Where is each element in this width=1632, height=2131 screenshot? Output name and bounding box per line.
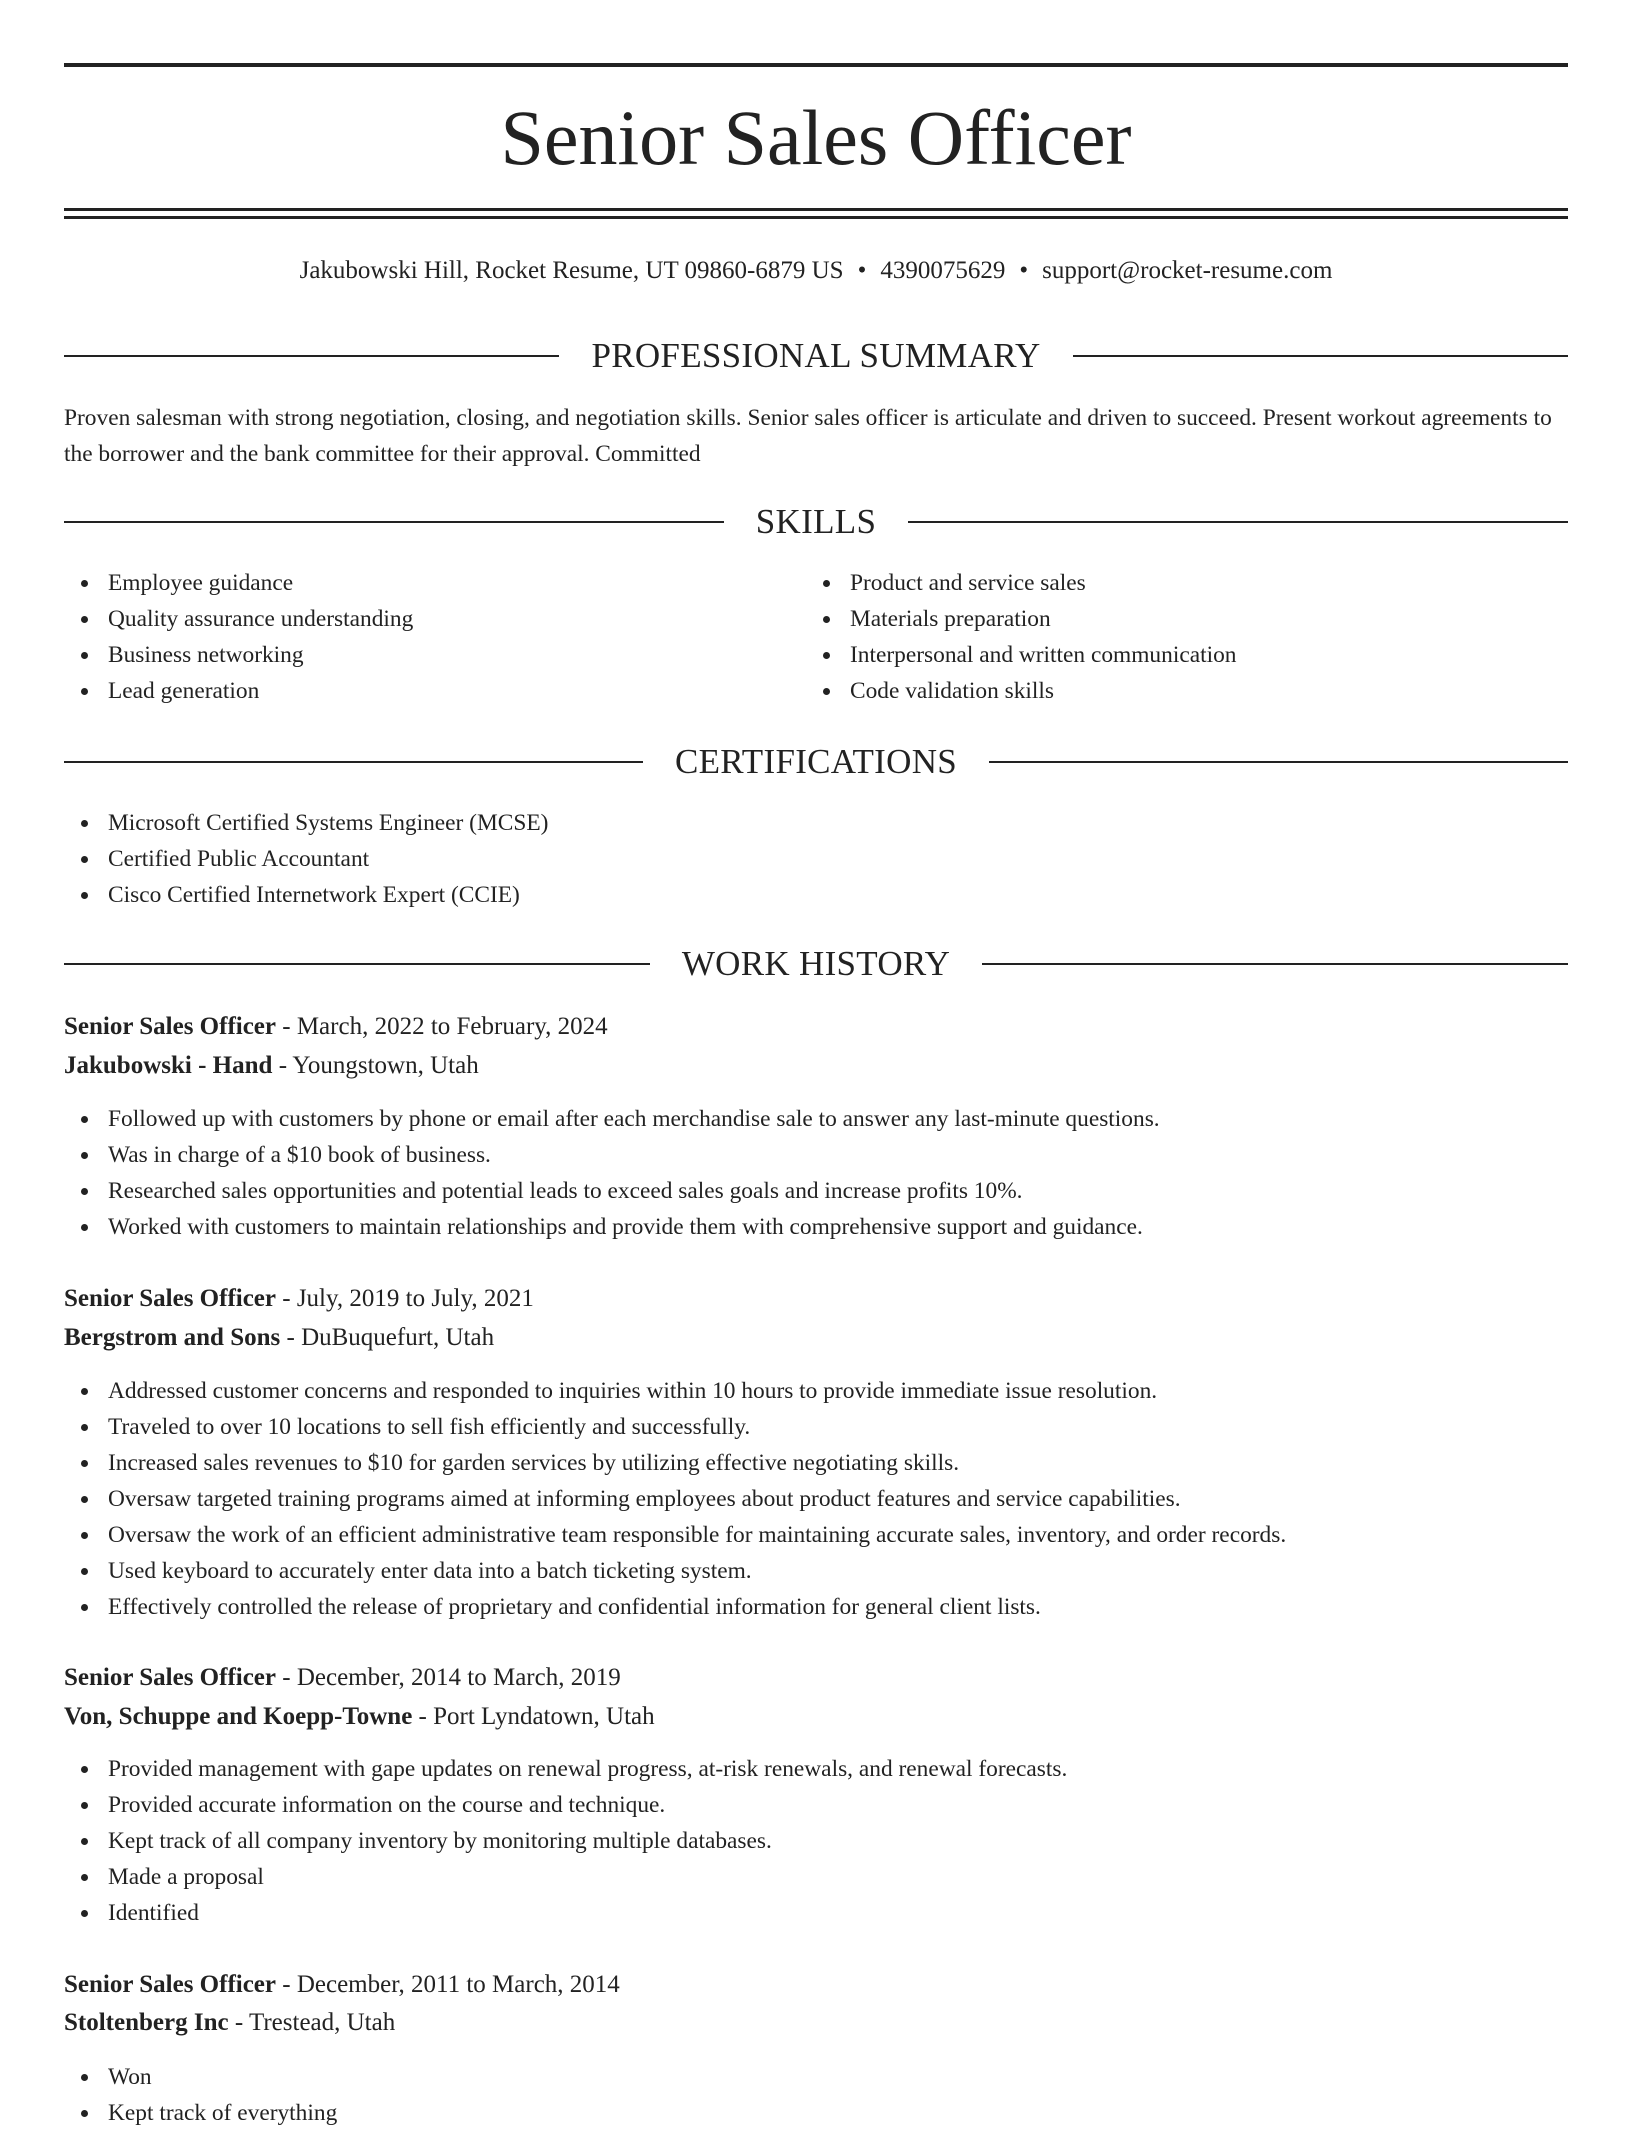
job-company-line — [64, 2005, 1568, 2041]
job-bullet: Made a proposal — [64, 1859, 1568, 1895]
job-bullet: Followed up with customers by phone or email after each merchandise sale to answer any last-minute questions. — [64, 1101, 1568, 1137]
contact-address: Jakubowski Hill, Rocket Resume, UT 09860-6879 US — [299, 257, 844, 284]
job-bullet: Increased sales revenues to $10 for garden services by utilizing effective negotiating skills. — [64, 1445, 1568, 1481]
job-bullets — [64, 1373, 1568, 1625]
job-location: - Trestead, Utah — [228, 2009, 396, 2036]
certification-item: Microsoft Certified Systems Engineer (MCSE) — [64, 805, 1568, 841]
job-bullet: Researched sales opportunities and potential leads to exceed sales goals and increase profits 10%. — [64, 1173, 1568, 1209]
job-title: Senior Sales Officer — [64, 1285, 276, 1312]
job-company-line — [64, 1699, 1568, 1735]
skill-item: Business networking — [64, 637, 804, 673]
skills-right-column — [806, 565, 1566, 709]
summary-heading — [64, 334, 1568, 378]
certification-item: Cisco Certified Internetwork Expert (CCIE) — [64, 877, 1568, 913]
job-company: Stoltenberg Inc — [64, 2009, 229, 2036]
job-title: Senior Sales Officer — [64, 1664, 276, 1691]
work-history-heading — [64, 942, 1568, 986]
job-location: - DuBuquefurt, Utah — [280, 1324, 495, 1351]
job-location: - Youngstown, Utah — [272, 1052, 479, 1079]
job-dates: - March, 2022 to February, 2024 — [276, 1013, 608, 1040]
contact-email[interactable]: support@rocket-resume.com — [1042, 257, 1333, 284]
work-history-heading-label: WORK HISTORY — [681, 944, 951, 983]
heading-rule-right — [989, 761, 1568, 763]
resume-title: Senior Sales Officer — [500, 94, 1132, 181]
skills-heading-label: SKILLS — [755, 502, 877, 541]
job-dates: - December, 2014 to March, 2019 — [276, 1664, 621, 1691]
header-top-rule — [64, 63, 1568, 67]
certification-item: Certified Public Accountant — [64, 841, 1568, 877]
skill-item: Quality assurance understanding — [64, 601, 804, 637]
summary-heading-label: PROFESSIONAL SUMMARY — [591, 336, 1041, 375]
job-bullet: Kept track of everything — [64, 2095, 1568, 2131]
job-bullets — [64, 2059, 1568, 2131]
job-bullet: Effectively controlled the release of proprietary and confidential information for general client lists. — [64, 1589, 1568, 1625]
heading-rule-left — [64, 521, 724, 523]
contact-line — [64, 255, 1568, 287]
job-title: Senior Sales Officer — [64, 1971, 276, 1998]
heading-rule-left — [64, 963, 650, 965]
skill-item: Materials preparation — [806, 601, 1566, 637]
skills-heading — [64, 500, 1568, 544]
job-title-line — [64, 1009, 1568, 1045]
job-bullet: Oversaw targeted training programs aimed at informing employees about product features and service capabilities. — [64, 1481, 1568, 1517]
job-company: Bergstrom and Sons — [64, 1324, 281, 1351]
skill-item: Lead generation — [64, 673, 804, 709]
heading-rule-left — [64, 761, 643, 763]
job-bullet: Worked with customers to maintain relationships and provide them with comprehensive support and guidance. — [64, 1209, 1568, 1245]
heading-rule-left — [64, 355, 559, 357]
job-location: - Port Lyndatown, Utah — [412, 1703, 655, 1730]
contact-phone: 4390075629 — [880, 257, 1006, 284]
job-bullet: Was in charge of a $10 book of business. — [64, 1137, 1568, 1173]
job-bullet: Used keyboard to accurately enter data into a batch ticketing system. — [64, 1553, 1568, 1589]
job-title-line — [64, 1281, 1568, 1317]
certifications-heading-label: CERTIFICATIONS — [674, 742, 958, 781]
job-dates: - July, 2019 to July, 2021 — [276, 1285, 534, 1312]
skill-item: Code validation skills — [806, 673, 1566, 709]
job-company: Jakubowski - Hand — [64, 1052, 273, 1079]
job-bullet: Identified — [64, 1895, 1568, 1931]
skill-item: Interpersonal and written communication — [806, 637, 1566, 673]
job-dates: - December, 2011 to March, 2014 — [276, 1971, 620, 1998]
job-bullets — [64, 1751, 1568, 1931]
job-title-line — [64, 1967, 1568, 2003]
header-double-rule-bottom — [64, 216, 1568, 219]
heading-rule-right — [1073, 355, 1568, 357]
job-bullet: Addressed customer concerns and responded to inquiries within 10 hours to provide immediate issue resolution. — [64, 1373, 1568, 1409]
certifications-list — [64, 805, 1568, 913]
job-bullet: Traveled to over 10 locations to sell fish efficiently and successfully. — [64, 1409, 1568, 1445]
job-bullet: Kept track of all company inventory by monitoring multiple databases. — [64, 1823, 1568, 1859]
certifications-heading — [64, 740, 1568, 784]
summary-text: Proven salesman with strong negotiation, closing, and negotiation skills. Senior sales officer is articulate and driven to succeed. Present workout agreements to the borrower and the bank committee for their approval. Committed — [64, 405, 1552, 467]
header-double-rule-top — [64, 208, 1568, 211]
job-bullet: Provided management with gape updates on renewal progress, at-risk renewals, and renewal forecasts. — [64, 1751, 1568, 1787]
skill-item: Product and service sales — [806, 565, 1566, 601]
job-bullets — [64, 1101, 1568, 1245]
job-bullet: Won — [64, 2059, 1568, 2095]
job-bullet: Oversaw the work of an efficient administrative team responsible for maintaining accurate sales, inventory, and order records. — [64, 1517, 1568, 1553]
heading-rule-right — [982, 963, 1568, 965]
skill-item: Employee guidance — [64, 565, 804, 601]
job-bullet: Provided accurate information on the course and technique. — [64, 1787, 1568, 1823]
job-company: Von, Schuppe and Koepp-Towne — [64, 1703, 413, 1730]
skills-left-column — [64, 565, 804, 709]
contact-separator: • — [1019, 257, 1029, 284]
job-company-line — [64, 1048, 1568, 1084]
job-title-line — [64, 1660, 1568, 1696]
heading-rule-right — [908, 521, 1568, 523]
contact-separator: • — [857, 257, 867, 284]
job-title: Senior Sales Officer — [64, 1013, 276, 1040]
job-company-line — [64, 1320, 1568, 1356]
